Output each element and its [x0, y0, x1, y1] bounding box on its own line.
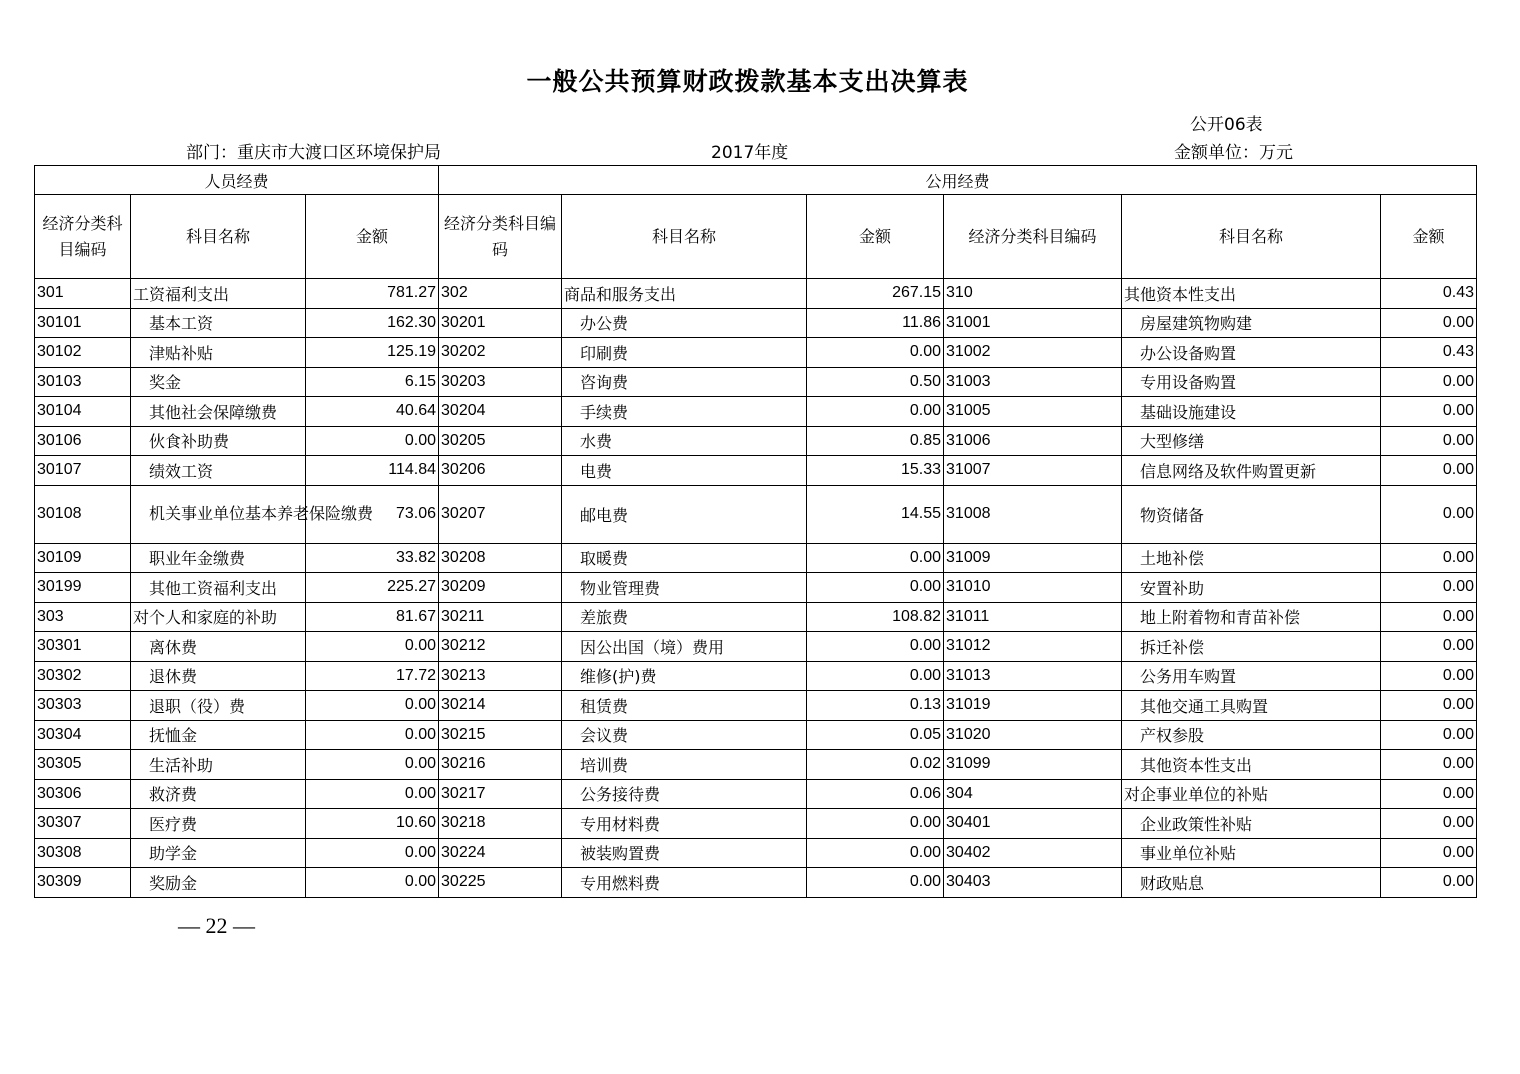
cell-amount: 14.55: [807, 485, 944, 543]
cell-amount: 0.13: [807, 691, 944, 721]
cell-amount: 0.85: [807, 426, 944, 456]
column-header-amount-2: 金额: [807, 195, 944, 279]
cell-amount: 0.43: [1381, 338, 1477, 368]
cell-item-name: 绩效工资: [131, 456, 306, 486]
cell-amount: 0.05: [807, 720, 944, 750]
cell-item-name: 地上附着物和青苗补偿: [1122, 602, 1381, 632]
cell-code: 31013: [944, 661, 1122, 691]
cell-item-name: 差旅费: [562, 602, 807, 632]
cell-item-name: 办公费: [562, 308, 807, 338]
cell-amount: 0.00: [1381, 367, 1477, 397]
cell-amount: 0.00: [807, 573, 944, 603]
table-row: [35, 279, 1477, 309]
cell-code: 31011: [944, 602, 1122, 632]
cell-amount: 0.00: [1381, 543, 1477, 573]
fiscal-year: 2017年度: [711, 143, 789, 163]
column-header-amount-1: 金额: [306, 195, 439, 279]
table-row: [35, 661, 1477, 691]
expenditure-table: [34, 165, 1477, 898]
table-row: [35, 632, 1477, 662]
cell-item-name: 因公出国（境）费用: [562, 632, 807, 662]
cell-item-name: 医疗费: [131, 809, 306, 839]
cell-amount: 0.00: [306, 426, 439, 456]
cell-code: 30216: [439, 750, 562, 780]
cell-item-name: 退职（役）费: [131, 691, 306, 721]
personnel-expense-header: 人员经费: [35, 166, 439, 195]
cell-amount: 15.33: [807, 456, 944, 486]
cell-code: 31003: [944, 367, 1122, 397]
cell-code: 30309: [35, 868, 131, 898]
cell-item-name: 咨询费: [562, 367, 807, 397]
cell-code: 30203: [439, 367, 562, 397]
cell-item-name: 被装购置费: [562, 838, 807, 868]
table-row: [35, 720, 1477, 750]
cell-code: 30211: [439, 602, 562, 632]
table-row: [35, 485, 1477, 543]
cell-code: 30205: [439, 426, 562, 456]
cell-item-name: 手续费: [562, 397, 807, 427]
cell-amount: 17.72: [306, 661, 439, 691]
cell-code: 31099: [944, 750, 1122, 780]
cell-amount: 0.00: [807, 632, 944, 662]
cell-code: 30101: [35, 308, 131, 338]
cell-amount: 0.00: [1381, 838, 1477, 868]
cell-item-name: 专用设备购置: [1122, 367, 1381, 397]
cell-code: 30102: [35, 338, 131, 368]
table-row: [35, 838, 1477, 868]
cell-item-name: 退休费: [131, 661, 306, 691]
cell-code: 304: [944, 779, 1122, 809]
cell-item-name: 公务用车购置: [1122, 661, 1381, 691]
cell-code: 303: [35, 602, 131, 632]
cell-code: 30217: [439, 779, 562, 809]
table-number: 公开06表: [1190, 115, 1263, 135]
cell-item-name: 培训费: [562, 750, 807, 780]
cell-code: 31005: [944, 397, 1122, 427]
cell-item-name: 其他资本性支出: [1122, 750, 1381, 780]
cell-code: 30306: [35, 779, 131, 809]
cell-code: 30109: [35, 543, 131, 573]
cell-item-name: 物业管理费: [562, 573, 807, 603]
cell-code: 30206: [439, 456, 562, 486]
cell-item-name: 财政贴息: [1122, 868, 1381, 898]
cell-amount: 6.15: [306, 367, 439, 397]
cell-amount: 0.06: [807, 779, 944, 809]
cell-code: 31008: [944, 485, 1122, 543]
cell-code: 30305: [35, 750, 131, 780]
cell-code: 30108: [35, 485, 131, 543]
cell-code: 30212: [439, 632, 562, 662]
cell-item-name: 信息网络及软件购置更新: [1122, 456, 1381, 486]
cell-item-name: 奖金: [131, 367, 306, 397]
cell-amount: 0.00: [807, 338, 944, 368]
cell-code: 30106: [35, 426, 131, 456]
cell-code: 30208: [439, 543, 562, 573]
cell-amount: 10.60: [306, 809, 439, 839]
cell-code: 30307: [35, 809, 131, 839]
cell-code: 30104: [35, 397, 131, 427]
cell-code: 30402: [944, 838, 1122, 868]
cell-item-name: 津贴补贴: [131, 338, 306, 368]
amount-unit: 金额单位：万元: [1174, 143, 1293, 163]
table-row: [35, 308, 1477, 338]
cell-item-name: 印刷费: [562, 338, 807, 368]
cell-amount: 11.86: [807, 308, 944, 338]
cell-code: 30224: [439, 838, 562, 868]
cell-amount: 0.00: [1381, 485, 1477, 543]
column-header-name-2: 科目名称: [562, 195, 807, 279]
cell-amount: 0.00: [1381, 809, 1477, 839]
cell-item-name: 水费: [562, 426, 807, 456]
cell-code: 31019: [944, 691, 1122, 721]
table-row: [35, 397, 1477, 427]
cell-item-name: 物资储备: [1122, 485, 1381, 543]
page-title: 一般公共预算财政拨款基本支出决算表: [526, 67, 969, 96]
cell-amount: 0.43: [1381, 279, 1477, 309]
cell-code: 30302: [35, 661, 131, 691]
cell-amount: 40.64: [306, 397, 439, 427]
public-expense-header: 公用经费: [439, 166, 1477, 195]
cell-item-name: 助学金: [131, 838, 306, 868]
cell-item-name: 会议费: [562, 720, 807, 750]
cell-code: 31012: [944, 632, 1122, 662]
cell-amount: 0.00: [1381, 308, 1477, 338]
cell-item-name: 奖励金: [131, 868, 306, 898]
cell-code: 30201: [439, 308, 562, 338]
cell-amount: 0.00: [306, 750, 439, 780]
cell-item-name: 产权参股: [1122, 720, 1381, 750]
cell-amount: 114.84: [306, 456, 439, 486]
cell-code: 30308: [35, 838, 131, 868]
column-header-name-1: 科目名称: [131, 195, 306, 279]
cell-amount: 0.00: [1381, 779, 1477, 809]
cell-amount: 108.82: [807, 602, 944, 632]
table-row: [35, 750, 1477, 780]
cell-item-name: 事业单位补贴: [1122, 838, 1381, 868]
cell-code: 30204: [439, 397, 562, 427]
cell-item-name: 大型修缮: [1122, 426, 1381, 456]
cell-amount: 81.67: [306, 602, 439, 632]
cell-amount: 0.00: [1381, 750, 1477, 780]
department-label: 部门：重庆市大渡口区环境保护局: [186, 143, 441, 163]
cell-item-name: 房屋建筑物购建: [1122, 308, 1381, 338]
cell-amount: 0.00: [1381, 661, 1477, 691]
cell-item-name: 基础设施建设: [1122, 397, 1381, 427]
cell-amount: 0.00: [807, 543, 944, 573]
cell-item-name: 租赁费: [562, 691, 807, 721]
cell-item-name: 公务接待费: [562, 779, 807, 809]
cell-item-name: 其他工资福利支出: [131, 573, 306, 603]
cell-item-name: 安置补助: [1122, 573, 1381, 603]
cell-item-name: 邮电费: [562, 485, 807, 543]
cell-item-name: 专用燃料费: [562, 868, 807, 898]
cell-amount: 0.00: [1381, 720, 1477, 750]
cell-code: 30215: [439, 720, 562, 750]
cell-item-name: 企业政策性补贴: [1122, 809, 1381, 839]
cell-amount: 0.00: [1381, 868, 1477, 898]
cell-code: 30214: [439, 691, 562, 721]
table-row: [35, 426, 1477, 456]
table-row: [35, 367, 1477, 397]
cell-code: 30304: [35, 720, 131, 750]
cell-code: 30202: [439, 338, 562, 368]
cell-code: 31002: [944, 338, 1122, 368]
column-header-amount-3: 金额: [1381, 195, 1477, 279]
column-header-code-2: 经济分类科目编码: [439, 195, 562, 279]
cell-amount: 225.27: [306, 573, 439, 603]
cell-amount: 0.00: [1381, 602, 1477, 632]
cell-amount: 0.00: [1381, 426, 1477, 456]
cell-code: 30107: [35, 456, 131, 486]
cell-item-name: 拆迁补偿: [1122, 632, 1381, 662]
cell-amount: 73.06: [306, 485, 439, 543]
cell-item-name: 维修(护)费: [562, 661, 807, 691]
cell-amount: 0.00: [306, 720, 439, 750]
cell-code: 30218: [439, 809, 562, 839]
cell-amount: 0.00: [807, 397, 944, 427]
cell-amount: 0.00: [1381, 456, 1477, 486]
cell-amount: 0.50: [807, 367, 944, 397]
column-header-name-3: 科目名称: [1122, 195, 1381, 279]
cell-item-name: 伙食补助费: [131, 426, 306, 456]
cell-code: 31009: [944, 543, 1122, 573]
cell-item-name: 其他交通工具购置: [1122, 691, 1381, 721]
cell-item-name: 电费: [562, 456, 807, 486]
cell-item-name: 土地补偿: [1122, 543, 1381, 573]
cell-code: 31010: [944, 573, 1122, 603]
page-number: — 22 —: [178, 913, 255, 938]
column-header-code-1: 经济分类科目编码: [35, 195, 131, 279]
cell-amount: 0.00: [306, 632, 439, 662]
cell-amount: 0.00: [1381, 691, 1477, 721]
cell-item-name: 取暖费: [562, 543, 807, 573]
cell-amount: 0.00: [306, 868, 439, 898]
cell-code: 30301: [35, 632, 131, 662]
cell-amount: 0.00: [1381, 632, 1477, 662]
cell-code: 31020: [944, 720, 1122, 750]
cell-code: 310: [944, 279, 1122, 309]
cell-amount: 0.00: [1381, 573, 1477, 603]
cell-item-name: 对企事业单位的补贴: [1122, 779, 1381, 809]
table-row: [35, 868, 1477, 898]
cell-code: 31006: [944, 426, 1122, 456]
cell-item-name: 离休费: [131, 632, 306, 662]
cell-amount: 0.00: [306, 838, 439, 868]
cell-item-name: 办公设备购置: [1122, 338, 1381, 368]
cell-amount: 162.30: [306, 308, 439, 338]
table-row: [35, 691, 1477, 721]
cell-amount: 0.00: [807, 661, 944, 691]
cell-amount: 0.00: [807, 868, 944, 898]
cell-item-name: 商品和服务支出: [562, 279, 807, 309]
cell-item-name: 基本工资: [131, 308, 306, 338]
cell-code: 31007: [944, 456, 1122, 486]
cell-amount: 0.02: [807, 750, 944, 780]
cell-item-name: 其他资本性支出: [1122, 279, 1381, 309]
cell-code: 30401: [944, 809, 1122, 839]
cell-amount: 125.19: [306, 338, 439, 368]
cell-amount: 0.00: [807, 838, 944, 868]
cell-code: 30225: [439, 868, 562, 898]
cell-code: 30403: [944, 868, 1122, 898]
cell-item-name: 对个人和家庭的补助: [131, 602, 306, 632]
cell-code: 30213: [439, 661, 562, 691]
column-header-code-3: 经济分类科目编码: [944, 195, 1122, 279]
cell-item-name: 生活补助: [131, 750, 306, 780]
table-row: [35, 456, 1477, 486]
cell-item-name: 专用材料费: [562, 809, 807, 839]
table-row: [35, 573, 1477, 603]
cell-amount: 0.00: [306, 779, 439, 809]
cell-amount: 267.15: [807, 279, 944, 309]
table-row: [35, 338, 1477, 368]
cell-code: 301: [35, 279, 131, 309]
cell-item-name: 机关事业单位基本养老保险缴费: [131, 485, 306, 543]
table-row: [35, 602, 1477, 632]
cell-amount: 33.82: [306, 543, 439, 573]
cell-amount: 0.00: [1381, 397, 1477, 427]
table-row: [35, 809, 1477, 839]
table-row: [35, 779, 1477, 809]
cell-item-name: 其他社会保障缴费: [131, 397, 306, 427]
cell-code: 302: [439, 279, 562, 309]
cell-code: 30199: [35, 573, 131, 603]
cell-code: 30103: [35, 367, 131, 397]
cell-amount: 0.00: [306, 691, 439, 721]
cell-amount: 0.00: [807, 809, 944, 839]
cell-code: 30207: [439, 485, 562, 543]
cell-code: 30209: [439, 573, 562, 603]
cell-code: 31001: [944, 308, 1122, 338]
cell-item-name: 抚恤金: [131, 720, 306, 750]
cell-amount: 781.27: [306, 279, 439, 309]
cell-item-name: 职业年金缴费: [131, 543, 306, 573]
cell-code: 30303: [35, 691, 131, 721]
cell-item-name: 救济费: [131, 779, 306, 809]
table-row: [35, 543, 1477, 573]
cell-item-name: 工资福利支出: [131, 279, 306, 309]
